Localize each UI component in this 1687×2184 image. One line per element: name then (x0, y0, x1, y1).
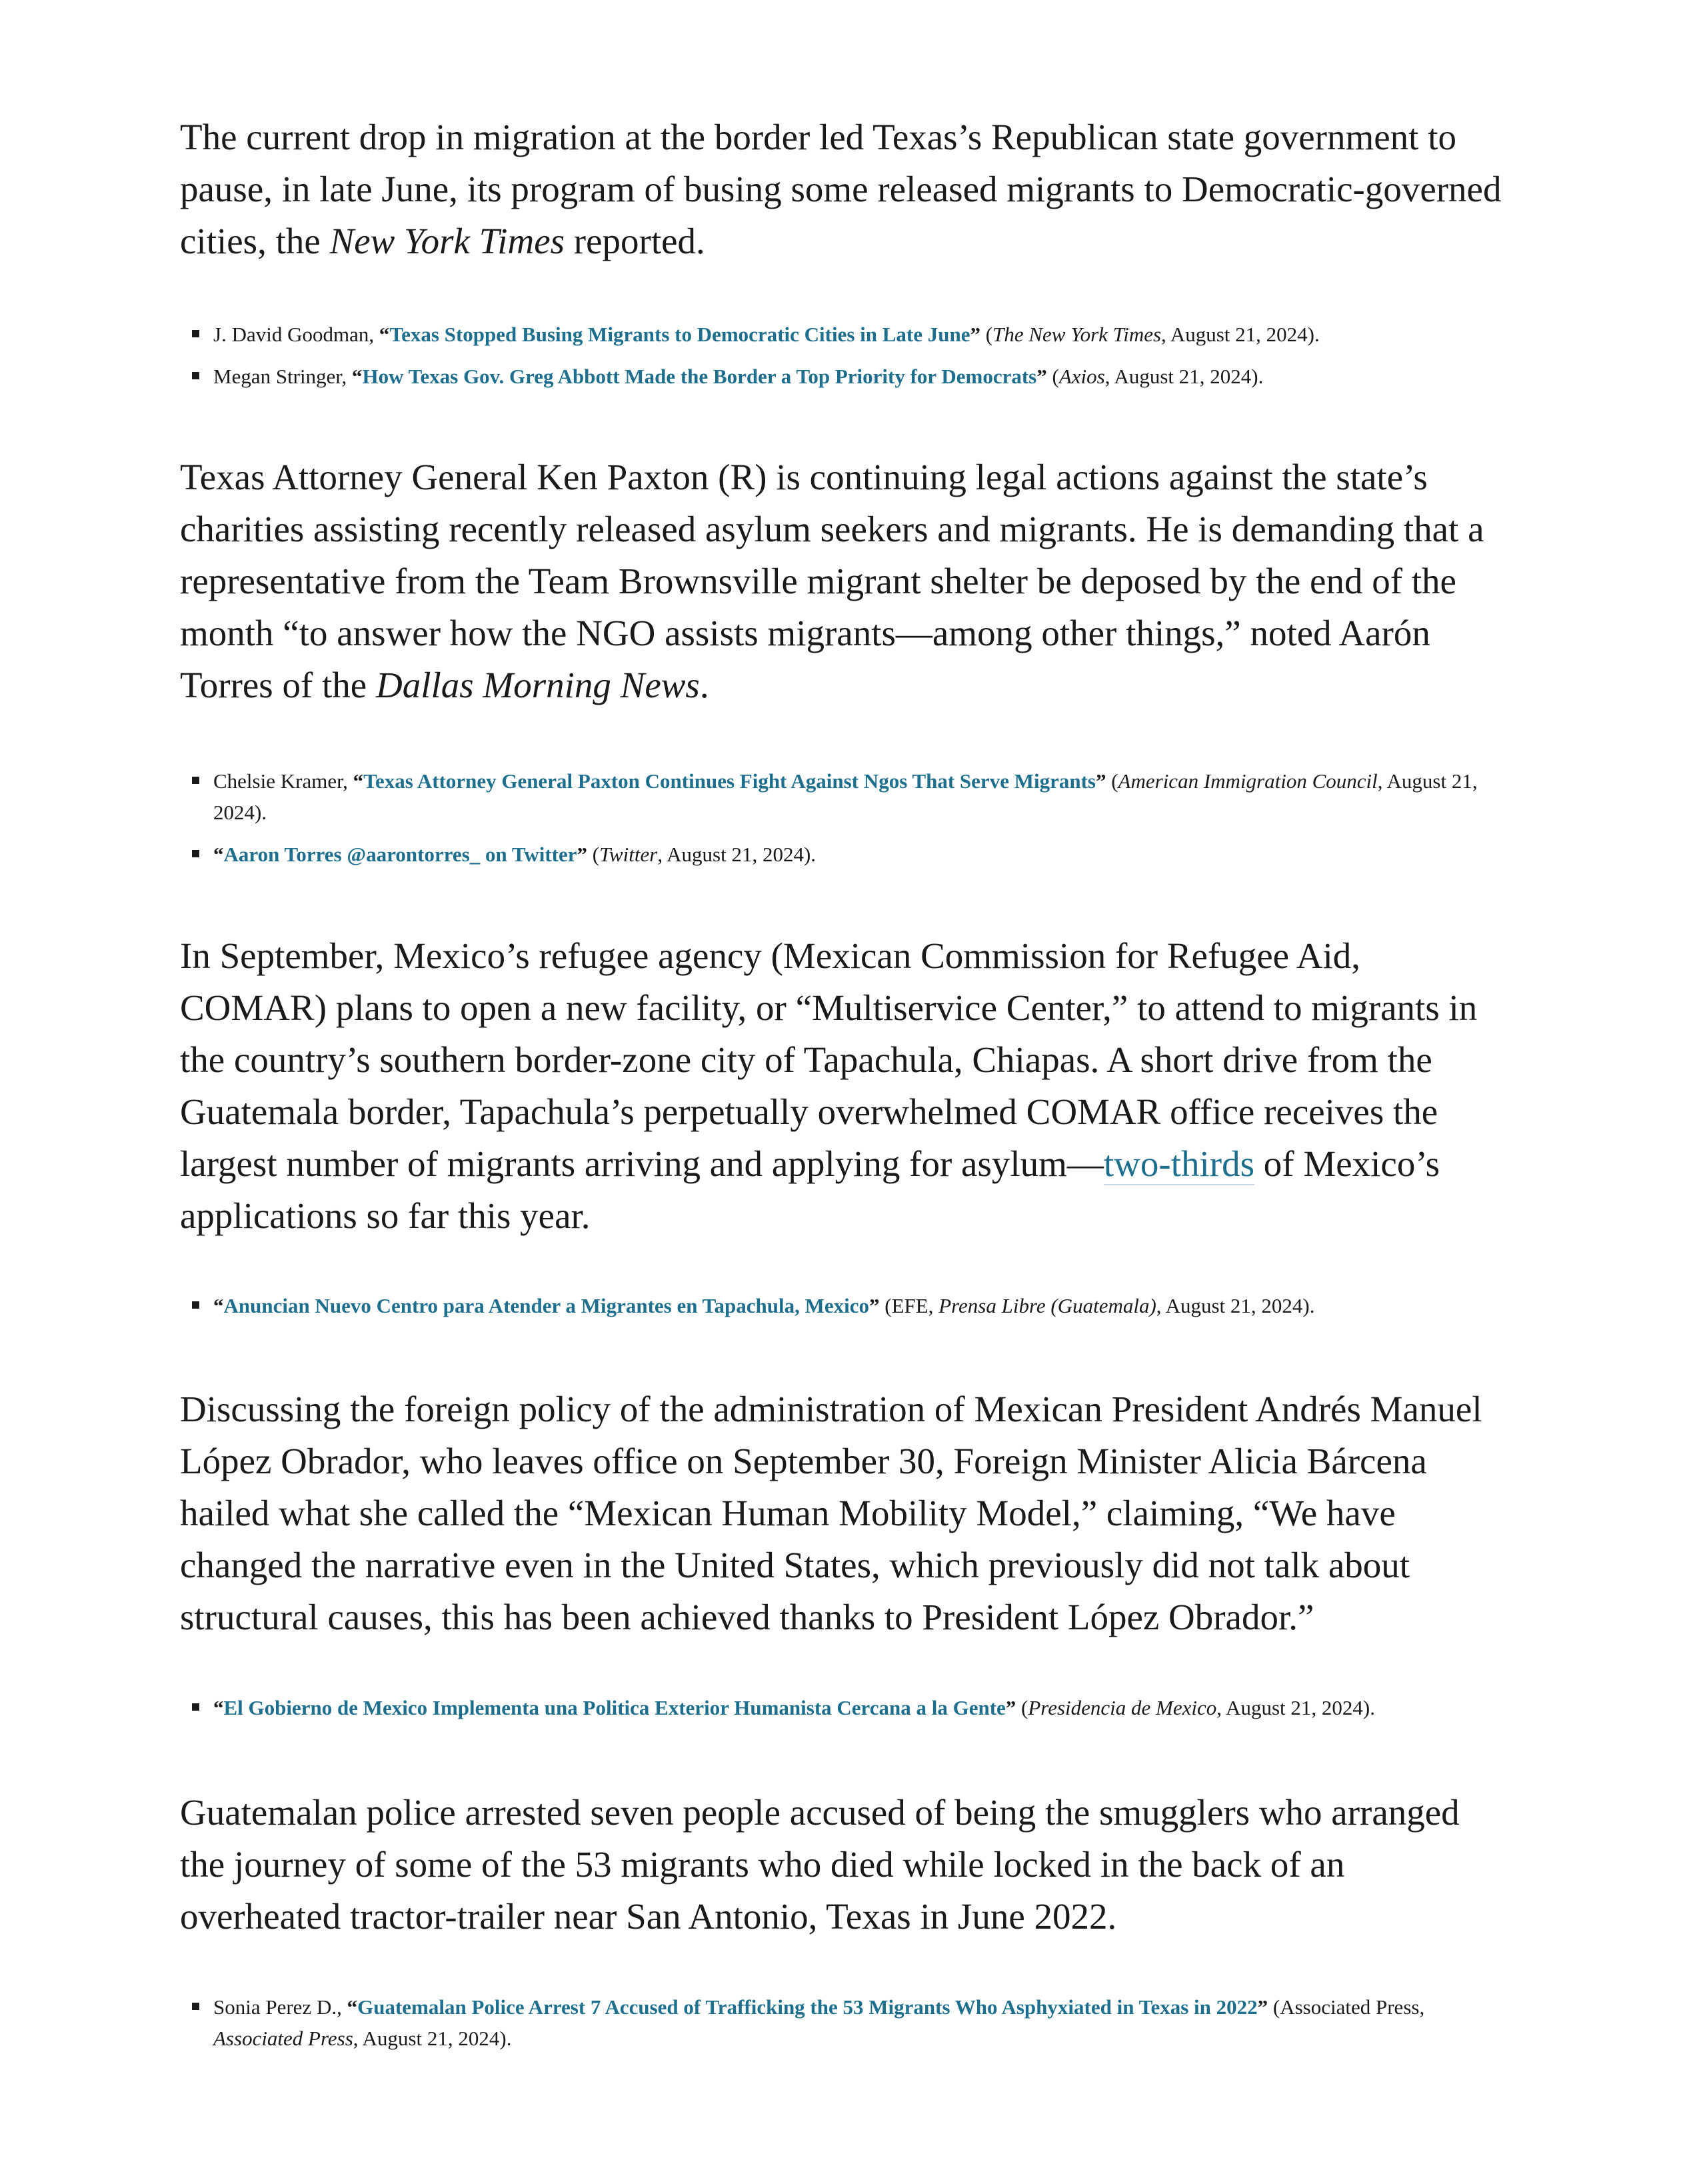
source-item: Sonia Perez D., “Guatemalan Police Arrest 7 Accused of Trafficking the 53 Migrants Who Asphyxiated in Texas in 2022” (Associated Press, Associated Press, August 21, 2024). (180, 1991, 1513, 2054)
news-item-1 (180, 111, 1513, 267)
news-item-2 (180, 451, 1513, 711)
bullet-icon (192, 330, 199, 337)
news-item-4 (180, 1383, 1513, 1643)
source-link[interactable]: Aaron Torres @aarontorres_ on Twitter (223, 843, 577, 866)
source-item: “Aaron Torres @aarontorres_ on Twitter” (Twitter, August 21, 2024). (180, 839, 1513, 870)
bullet-icon (192, 777, 199, 784)
source-link[interactable]: El Gobierno de Mexico Implementa una Politica Exterior Humanista Cercana a la Gente (223, 1696, 1006, 1719)
source-link[interactable]: Texas Attorney General Paxton Continues Fight Against Ngos That Serve Migrants (363, 769, 1096, 793)
source-item: J. David Goodman, “Texas Stopped Busing Migrants to Democratic Cities in Late June” (The New York Times, August 21, 2024). (180, 319, 1513, 350)
news-item-5 (180, 1787, 1513, 1943)
bullet-icon (192, 2003, 199, 2010)
source-item: Chelsie Kramer, “Texas Attorney General Paxton Continues Fight Against Ngos That Serve Migrants” (American Immigration Council, August 21, 2024). (180, 765, 1513, 828)
source-item: “Anuncian Nuevo Centro para Atender a Migrantes en Tapachula, Mexico” (EFE, Prensa Libre (Guatemala), August 21, 2024). (180, 1290, 1513, 1321)
sources-list-3 (180, 1290, 1513, 1321)
source-link[interactable]: Guatemalan Police Arrest 7 Accused of Trafficking the 53 Migrants Who Asphyxiated in Texas in 2022 (357, 1995, 1258, 2019)
source-link[interactable]: Anuncian Nuevo Centro para Atender a Migrantes en Tapachula, Mexico (223, 1294, 869, 1317)
bullet-icon (192, 372, 199, 379)
sources-list-1 (180, 319, 1513, 392)
sources-list-4 (180, 1692, 1513, 1723)
source-link[interactable]: How Texas Gov. Greg Abbott Made the Border a Top Priority for Democrats (362, 365, 1037, 388)
inline-link-two-thirds[interactable]: two-thirds (1103, 1143, 1255, 1184)
source-item: Megan Stringer, “How Texas Gov. Greg Abbott Made the Border a Top Priority for Democrats” (Axios, August 21, 2024). (180, 361, 1513, 392)
news-paragraph: Discussing the foreign policy of the administration of Mexican President Andrés Manuel López Obrador, who leaves office on September 30, Foreign Minister Alicia Bárcena hailed what she called the “Mexican Human Mobility Model,” claiming, “We have changed the narrative even in the United States, which previously did not talk about structural causes, this has been achieved thanks to President López Obrador.” (180, 1389, 1482, 1637)
news-item-3 (180, 930, 1513, 1242)
bullet-icon (192, 1703, 199, 1711)
news-paragraph: Texas Attorney General Ken Paxton (R) is continuing legal actions against the state’s charities assisting recently released asylum seekers and migrants. He is demanding that a representative from the Team Brownsville migrant shelter be deposed by the end of the month “to answer how the NGO assists migrants—among other things,” noted Aarón Torres of the Dallas Morning News. (180, 457, 1484, 705)
sources-list-2 (180, 765, 1513, 870)
news-paragraph: In September, Mexico’s refugee agency (Mexican Commission for Refugee Aid, COMAR) plans to open a new facility, or “Multiservice Center,” to attend to migrants in the country’s southern border-zone city of Tapachula, Chiapas. A short drive from the Guatemala border, Tapachula’s perpetually overwhelmed COMAR office receives the largest number of migrants arriving and applying for asylum—two-thirds of Mexico’s applications so far this year. (180, 935, 1478, 1236)
news-paragraph: Guatemalan police arrested seven people accused of being the smugglers who arranged the journey of some of the 53 migrants who died while locked in the back of an overheated tractor-trailer near San Antonio, Texas in June 2022. (180, 1792, 1460, 1937)
sources-list-5 (180, 1991, 1513, 2054)
bullet-icon (192, 850, 199, 857)
source-item: “El Gobierno de Mexico Implementa una Politica Exterior Humanista Cercana a la Gente” (Presidencia de Mexico, August 21, 2024). (180, 1692, 1513, 1723)
news-paragraph: The current drop in migration at the border led Texas’s Republican state government to pause, in late June, its program of busing some released migrants to Democratic-governed cities, the New York Times reported. (180, 117, 1502, 261)
bullet-icon (192, 1301, 199, 1309)
source-link[interactable]: Texas Stopped Busing Migrants to Democratic Cities in Late June (389, 323, 970, 346)
